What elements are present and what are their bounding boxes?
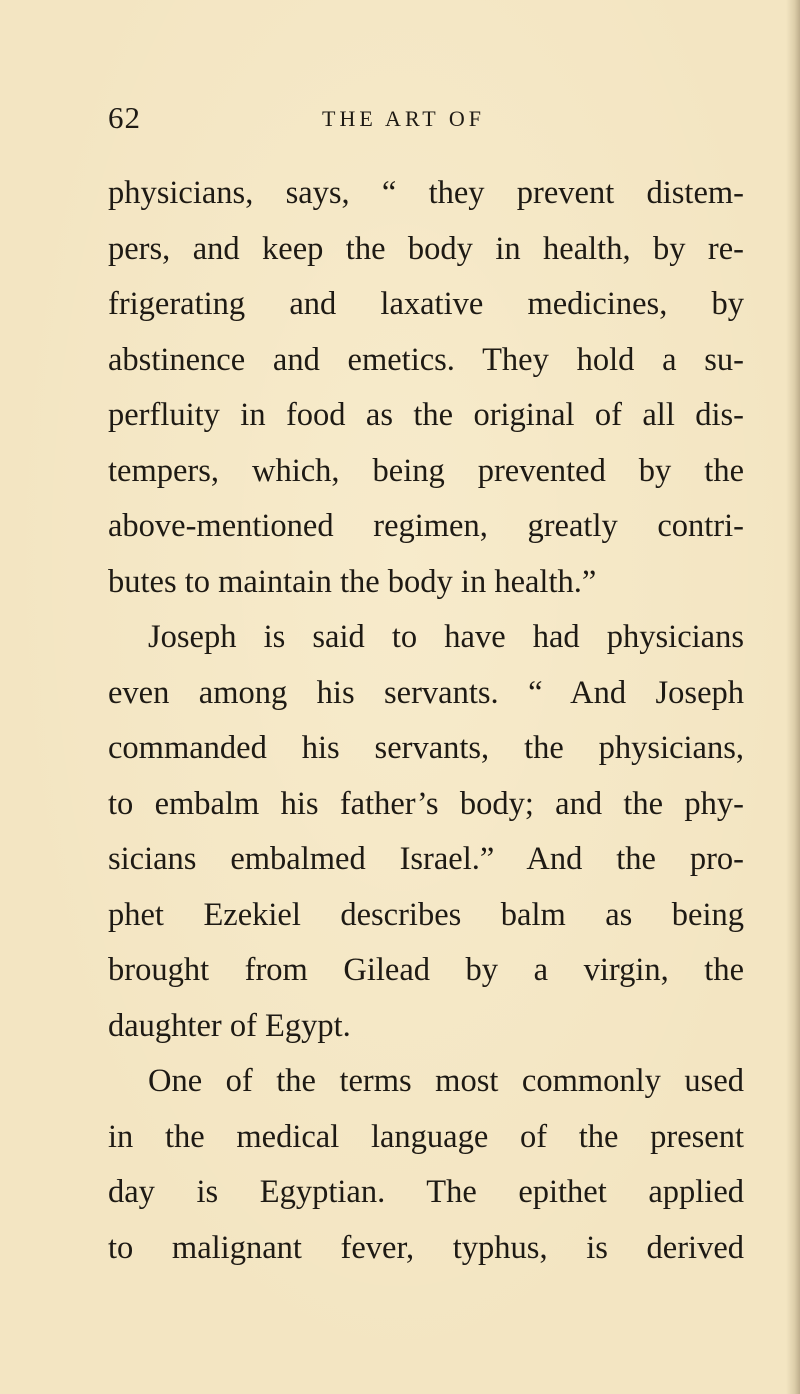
text-line: daughter of Egypt. xyxy=(108,1007,351,1044)
text-line: day is Egyptian. The epithet applied xyxy=(108,1174,744,1210)
text-line: to malignant fever, typhus, is derived xyxy=(108,1229,744,1266)
text-line: to embalm his father’s body; and the phy- xyxy=(108,785,744,822)
text-line: frigerating and laxative medicines, by xyxy=(108,286,744,322)
page-header xyxy=(108,100,744,140)
text-line: pers, and keep the body in health, by re- xyxy=(108,230,744,267)
text-line: physicians, says, “ they prevent distem- xyxy=(108,175,744,211)
text-line: tempers, which, being prevented by the xyxy=(108,452,744,489)
text-line: in the medical language of the present xyxy=(108,1118,744,1155)
text-line: brought from Gilead by a virgin, the xyxy=(108,952,744,988)
page-number: 62 xyxy=(108,100,141,135)
text-line: butes to maintain the body in health.” xyxy=(108,563,597,600)
text-line: perfluity in food as the original of all dis- xyxy=(108,397,744,433)
text-line: sicians embalmed Israel.” And the pro- xyxy=(108,841,744,877)
text-line: above-mentioned regimen, greatly contri- xyxy=(108,508,744,544)
paragraph-start-line: One of the terms most commonly used xyxy=(148,1063,744,1099)
body-text xyxy=(108,166,744,1276)
text-line: abstinence and emetics. They hold a su- xyxy=(108,341,744,378)
text-line: even among his servants. “ And Joseph xyxy=(108,674,744,711)
text-line: phet Ezekiel describes balm as being xyxy=(108,896,744,933)
running-head: THE ART OF xyxy=(322,106,485,131)
paragraph-start-line: Joseph is said to have had physicians xyxy=(148,619,744,655)
text-line: commanded his servants, the physicians, xyxy=(108,730,744,766)
page-edge-shadow xyxy=(786,0,800,1394)
